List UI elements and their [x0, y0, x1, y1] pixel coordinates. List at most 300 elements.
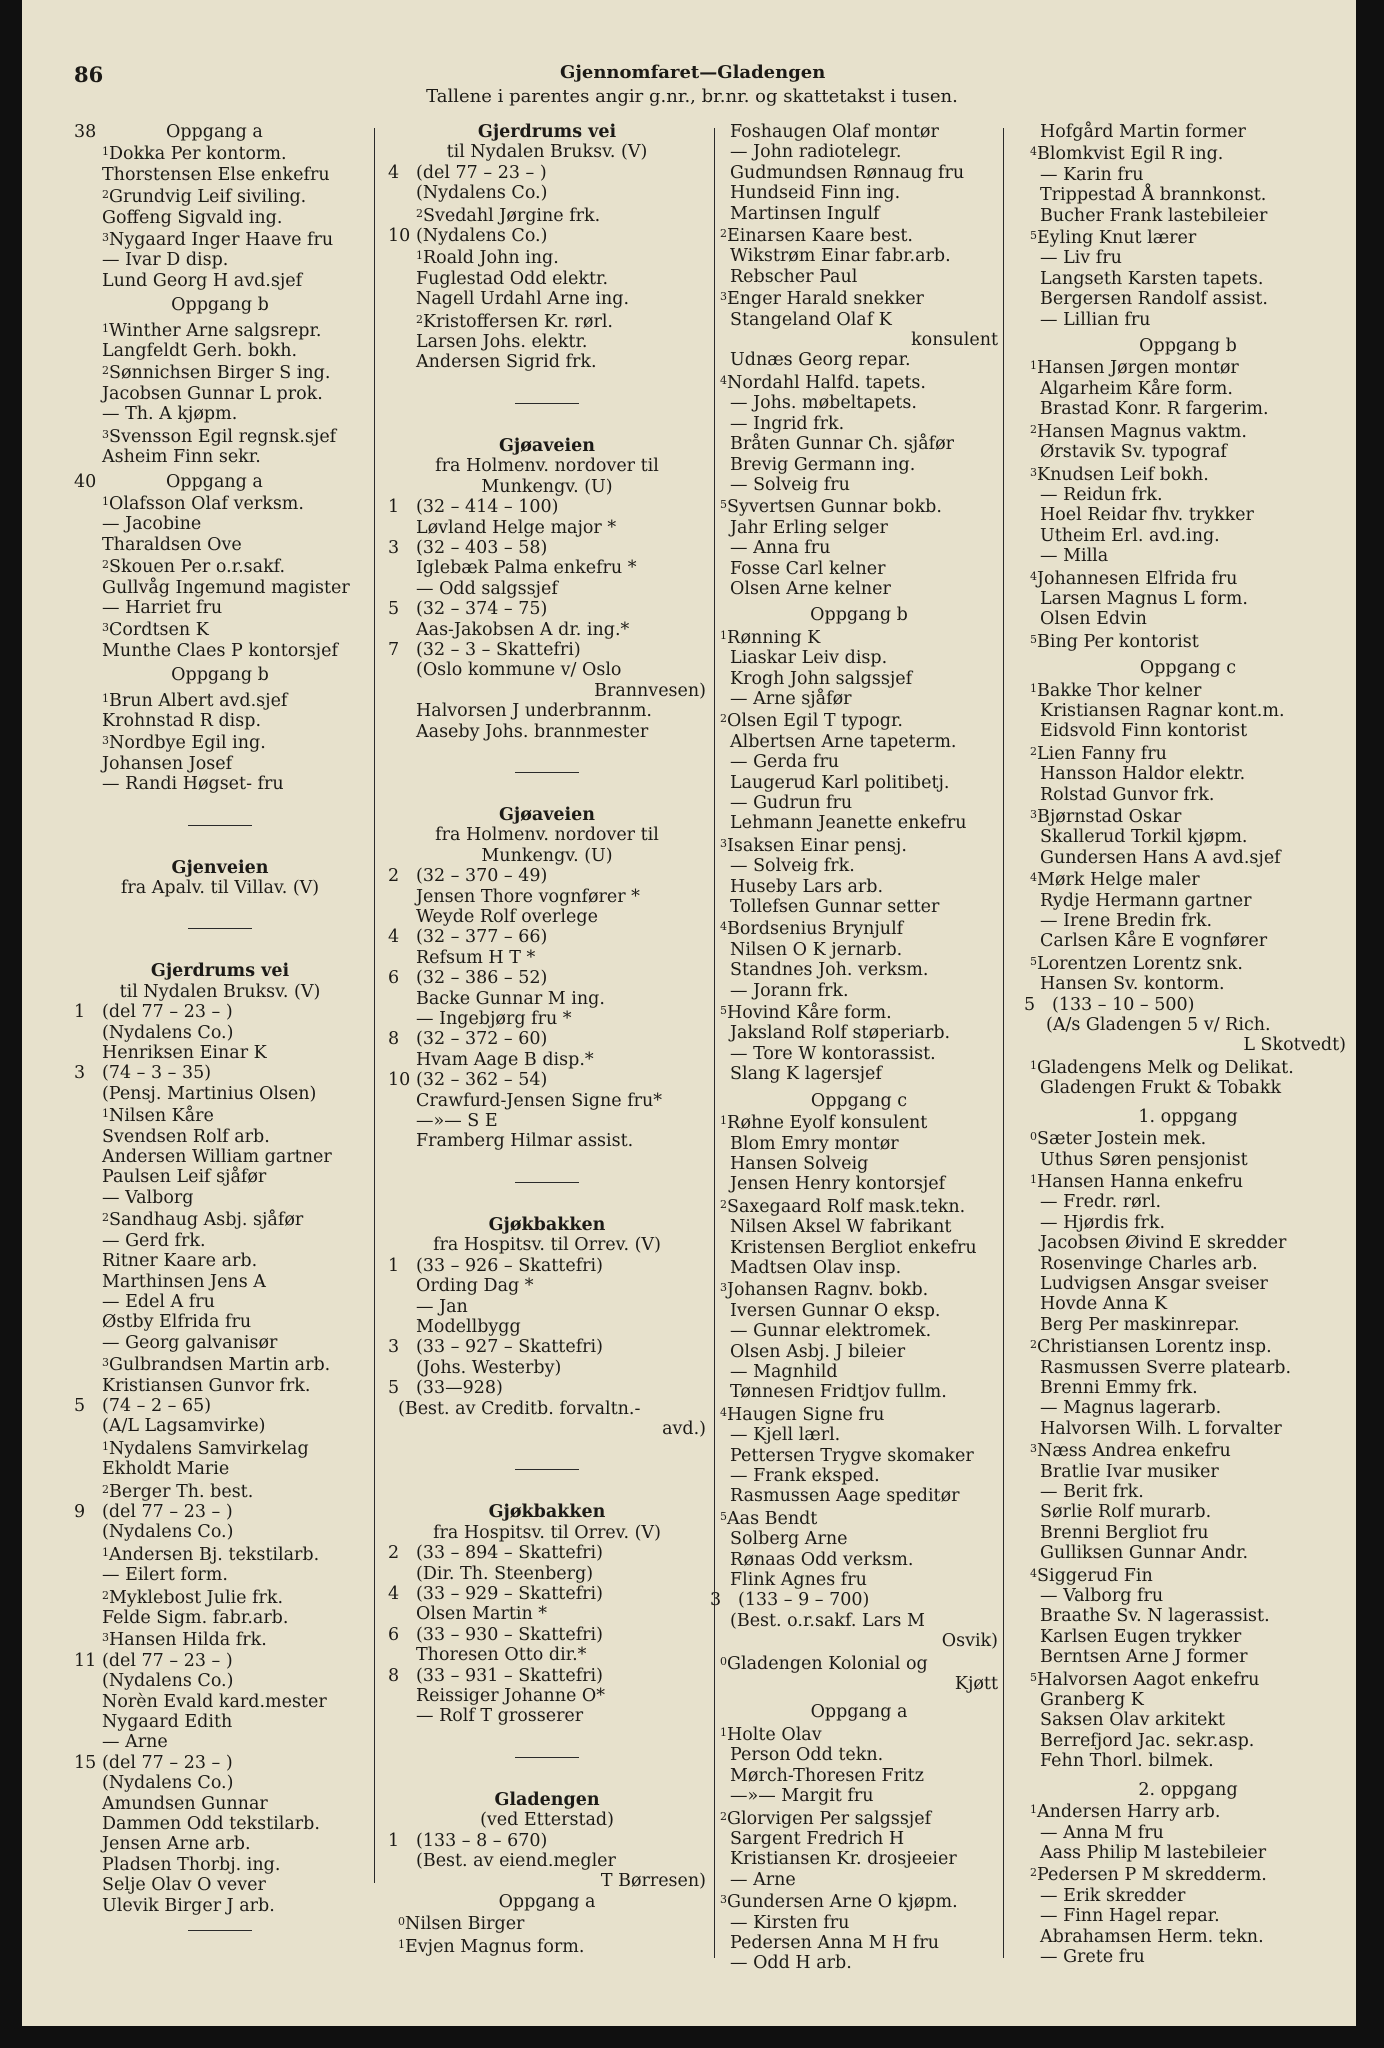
street-description: fra Holmenv. nordover til: [435, 456, 659, 477]
entry: Hofgård Martin former: [1040, 122, 1246, 142]
entry: Thorstensen Else enkefru: [102, 164, 330, 185]
entry: Algarheim Kåre form.: [1040, 378, 1233, 399]
entry: Jahr Erling selger: [730, 517, 888, 538]
entry: Lehmann Jeanette enkefru: [730, 813, 967, 834]
entry: — Jan: [416, 1296, 468, 1317]
entry: $^3$Nygaard Inger Haave fru: [102, 230, 334, 251]
entry: Halvorsen J underbrannm.: [416, 701, 652, 722]
entry: $^2$Pedersen P M skredderm.: [1030, 1865, 1267, 1886]
entry: (Best. av Creditb. forvaltn.-: [398, 1398, 641, 1419]
entry: Amundsen Gunnar: [102, 1793, 268, 1814]
street-heading: Gladengen: [494, 1789, 600, 1810]
entry: (Pensj. Martinius Olsen): [102, 1083, 317, 1104]
entry: Jacobsen Gunnar L prok.: [102, 383, 323, 404]
entry: Brevig Germann ing.: [730, 454, 916, 475]
entry: Larsen Johs. elektr.: [416, 332, 588, 353]
separator: [188, 1930, 252, 1931]
entry: $^3$Gundersen Arne O kjøpm.: [720, 1892, 958, 1913]
entry: — Ingrid frk.: [730, 413, 845, 434]
house-number: 6 (32 – 386 – 52): [388, 968, 548, 989]
entry: Iversen Gunnar O eksp.: [730, 1300, 941, 1321]
entry: — Arne: [102, 1732, 168, 1753]
entry: Kjøtt: [954, 1674, 998, 1695]
entry: — Liv fru: [1040, 248, 1122, 269]
entry: Crawfurd-Jensen Signe fru*: [416, 1090, 663, 1111]
entry: Gulliksen Gunnar Andr.: [1040, 1543, 1249, 1564]
street-heading: Gjenveien: [171, 857, 269, 878]
entry: Bratlie Ivar musiker: [1040, 1461, 1219, 1482]
entry: Ritner Kaare arb.: [102, 1251, 258, 1272]
entry: — Solveig fru: [730, 474, 850, 495]
entry: $^1$Andersen Bj. tekstilarb.: [102, 1544, 320, 1565]
entry: Bucher Frank lastebileier: [1040, 205, 1268, 226]
entry: Wikstrøm Einar fabr.arb.: [730, 246, 951, 267]
entry: Fuglestad Odd elektr.: [416, 268, 609, 289]
entry: Hansen Solveig: [730, 1153, 869, 1174]
entry: — Harriet fru: [102, 597, 223, 618]
entry: Goffeng Sigvald ing.: [102, 207, 283, 228]
entry: Flink Agnes fru: [730, 1570, 867, 1591]
entry: Sørlie Rolf murarb.: [1040, 1502, 1212, 1523]
entry: Hvam Aage B disp.*: [416, 1049, 594, 1070]
column-1: [74, 122, 366, 1931]
entry: Hundseid Finn ing.: [730, 183, 901, 204]
entry: (A/s Gladengen 5 v/ Rich.: [1046, 1015, 1271, 1036]
entry: $^1$Olafsson Olaf verksm.: [102, 493, 304, 514]
section-heading: 2. oppgang: [1138, 1779, 1238, 1800]
entry: $^1$Røhne Eyolf konsulent: [720, 1113, 928, 1134]
house-number: 5 (33—928): [388, 1378, 503, 1399]
entry: (Oslo kommune v/ Oslo: [416, 660, 622, 681]
entry: — Valborg fru: [1040, 1586, 1164, 1607]
entry: Kristiansen Gunvor frk.: [102, 1375, 311, 1396]
entry: — Lillian fru: [1040, 309, 1151, 330]
entry: — Johs. møbeltapets.: [730, 393, 917, 414]
entry: (A/L Lagsamvirke): [102, 1416, 266, 1437]
entry: $^4$Mørk Helge maler: [1030, 870, 1200, 891]
entry: — Arne: [730, 1869, 796, 1890]
entry: — Th. A kjøpm.: [102, 404, 238, 425]
house-number: 3 (33 – 927 – Skattefri): [388, 1337, 603, 1358]
entry: konsulent: [911, 330, 998, 351]
entry: — Erik skredder: [1040, 1885, 1186, 1906]
section-heading: Oppgang c: [810, 1090, 908, 1111]
house-number: 2 (33 – 894 – Skattefri): [388, 1543, 603, 1564]
entry: Sargent Fredrich H: [730, 1828, 905, 1849]
entry: Ulevik Birger J arb.: [102, 1895, 275, 1916]
entry: Andersen Sigrid frk.: [416, 352, 597, 373]
column-2: [388, 122, 706, 1957]
entry: (Nydalens Co.): [102, 1522, 234, 1543]
entry: Jensen Henry kontorsjef: [730, 1174, 946, 1195]
entry: — Kjell lærl.: [730, 1425, 841, 1446]
entry: Kristensen Bergliot enkefru: [730, 1237, 977, 1258]
entry: — Berit frk.: [1040, 1482, 1144, 1502]
entry: — Gerd frk.: [102, 1230, 206, 1251]
entry: (Nydalens Co.): [416, 183, 548, 204]
column-divider: [714, 128, 715, 1958]
entry: $^1$Roald John ing.: [416, 248, 559, 269]
entry: Reissiger Johanne O*: [416, 1686, 605, 1706]
entry: Tollefsen Gunnar setter: [730, 897, 940, 918]
house-number: 3 (32 – 403 – 58): [388, 537, 548, 558]
house-number: 4 (33 – 929 – Skattefri): [388, 1583, 603, 1604]
entry: $^3$Knudsen Leif bokh.: [1030, 464, 1209, 485]
entry: $^2$Sandhaug Asbj. sjåfør: [102, 1210, 304, 1231]
entry: — Rolf T grosserer: [416, 1706, 584, 1727]
entry: $^2$Skouen Per o.r.sakf.: [102, 557, 286, 578]
entry: — Solveig frk.: [730, 856, 855, 877]
entry: $^2$Myklebost Julie frk.: [102, 1587, 284, 1608]
entry: Ludvigsen Ansgar sveiser: [1040, 1273, 1268, 1294]
entry: $^1$Andersen Harry arb.: [1030, 1802, 1221, 1823]
entry: Fehn Thorl. bilmek.: [1040, 1751, 1214, 1772]
entry: Solberg Arne: [730, 1529, 848, 1550]
entry: 38 Oppgang a: [74, 122, 263, 142]
entry: — Randi Høgset- fru: [102, 774, 284, 795]
entry: (Best. av eiend.megler: [416, 1851, 616, 1872]
entry: $^2$Hansen Magnus vaktm.: [1030, 421, 1247, 442]
house-number: 1 (33 – 926 – Skattefri): [388, 1255, 603, 1276]
entry: — Ingebjørg fru *: [416, 1009, 572, 1030]
entry: $^3$Bjørnstad Oskar: [1030, 807, 1182, 827]
entry: $^3$Enger Harald snekker: [720, 289, 924, 310]
section-heading: 1. oppgang: [1138, 1106, 1238, 1127]
entry: Berntsen Arne J former: [1040, 1647, 1248, 1668]
entry: Martinsen Ingulf: [730, 203, 880, 224]
entry: Rønaas Odd verksm.: [730, 1549, 914, 1570]
street-description: fra Hospitsv. til Orrev. (V): [433, 1235, 661, 1256]
entry: $^1$Bakke Thor kelner: [1030, 680, 1202, 701]
house-number: 9 (del 77 – 23 – ): [74, 1501, 233, 1522]
entry: Carlsen Kåre E vognfører: [1040, 931, 1268, 952]
entry: — Jacobine: [102, 514, 202, 535]
entry: — Odd salgssjef: [416, 578, 558, 599]
entry: $^5$Syvertsen Gunnar bokb.: [720, 497, 942, 518]
entry: Ekholdt Marie: [102, 1459, 230, 1480]
entry: — Gerda fru: [730, 752, 840, 773]
entry: Berg Per maskinrepar.: [1040, 1314, 1240, 1335]
entry: $^2$Sønnichsen Birger S ing.: [102, 363, 331, 384]
entry: $^2$Saxegaard Rolf mask.tekn.: [720, 1196, 966, 1217]
entry: $^3$Johansen Ragnv. bokb.: [720, 1280, 929, 1301]
entry: Braathe Sv. N lagerassist.: [1040, 1606, 1270, 1627]
house-number: 5 (133 – 10 – 500): [1024, 994, 1195, 1015]
entry: Abrahamsen Herm. tekn.: [1040, 1926, 1264, 1947]
entry: $^2$Einarsen Kaare best.: [720, 226, 913, 247]
entry: Nilsen O K jernarb.: [730, 939, 903, 960]
page-subtitle: Tallene i parentes angir g.nr., br.nr. og skattetakst i tusen.: [426, 86, 958, 107]
house-number: 5 (74 – 2 – 65): [74, 1395, 212, 1416]
entry: Løvland Helge major *: [416, 517, 617, 538]
entry: Kristiansen Kr. drosjeeier: [730, 1849, 957, 1870]
entry: Munthe Claes P kontorsjef: [102, 640, 338, 661]
street-description: (ved Etterstad): [480, 1810, 614, 1831]
entry: Ørstavik Sv. typograf: [1040, 442, 1227, 463]
entry: Rasmussen Aage speditør: [730, 1486, 960, 1507]
street-description: fra Hospitsv. til Orrev. (V): [433, 1522, 661, 1543]
entry: $^1$Holte Olav: [720, 1724, 822, 1745]
entry: Thoresen Otto dir.*: [416, 1645, 587, 1666]
entry: Larsen Magnus L form.: [1040, 588, 1248, 609]
house-number: 4 (del 77 – 23 – ): [388, 162, 547, 183]
street-description: fra Holmenv. nordover til: [435, 825, 659, 846]
entry: $^1$Rønning K: [720, 627, 821, 648]
entry: Gudmundsen Rønnaug fru: [730, 162, 965, 183]
house-number: 5 (32 – 374 – 75): [388, 599, 548, 620]
entry: Tønnesen Fridtjov fullm.: [730, 1382, 947, 1403]
entry: Paulsen Leif sjåfør: [102, 1167, 267, 1188]
entry: (Johs. Westerby): [416, 1357, 562, 1378]
house-number: 8 (32 – 372 – 60): [388, 1029, 548, 1050]
entry: Olsen Arne kelner: [730, 578, 891, 599]
entry: $^4$Siggerud Fin: [1030, 1565, 1153, 1586]
entry: Liaskar Leiv disp.: [730, 648, 888, 669]
entry: Osvik): [941, 1631, 998, 1652]
entry: $^1$Hansen Hanna enkefru: [1030, 1171, 1244, 1192]
entry: Udnæs Georg repar.: [730, 350, 911, 371]
page-title: Gjennomfaret—Gladengen: [560, 62, 826, 83]
street-heading: Gjøaveien: [498, 804, 596, 825]
entry: Krogh John salgssjef: [730, 668, 913, 689]
entry: $^3$Gulbrandsen Martin arb.: [102, 1355, 331, 1376]
entry: Brenni Bergliot fru: [1040, 1522, 1209, 1543]
entry: Nilsen Aksel W fabrikant: [730, 1217, 952, 1238]
street-heading: Gjøkbakken: [488, 1502, 606, 1523]
entry: Weyde Rolf overlege: [416, 907, 598, 927]
entry: Stangeland Olaf K: [730, 309, 892, 330]
separator: [188, 928, 252, 929]
entry: Slang K lagersjef: [730, 1064, 882, 1085]
entry: (Nydalens Co.): [102, 1022, 234, 1043]
entry: Brannvesen): [594, 680, 706, 701]
entry: Bråten Gunnar Ch. sjåfør: [730, 434, 955, 455]
entry: $^0$Sæter Jostein mek.: [1030, 1129, 1207, 1150]
house-number: 11 (del 77 – 23 – ): [74, 1650, 233, 1671]
entry: — Tore W kontorassist.: [730, 1043, 936, 1064]
entry: Skallerud Torkil kjøpm.: [1040, 827, 1248, 848]
entry: Halvorsen Wilh. L forvalter: [1040, 1418, 1282, 1439]
section-heading: Oppgang b: [1139, 336, 1237, 357]
entry: Ording Dag *: [416, 1276, 534, 1297]
section-heading: Oppgang c: [1139, 658, 1237, 679]
entry: Trippestad Å brannkonst.: [1040, 185, 1267, 206]
entry: Rolstad Gunvor frk.: [1040, 784, 1215, 805]
entry: — Ivar D disp.: [102, 250, 229, 271]
entry: — Odd H arb.: [730, 1953, 852, 1974]
entry: — Valborg: [102, 1187, 194, 1208]
house-number: 3 (74 – 3 – 35): [74, 1063, 212, 1084]
entry: Olsen Martin *: [416, 1604, 548, 1625]
entry: — Eilert form.: [102, 1565, 228, 1586]
entry: — Gudrun fru: [730, 793, 853, 813]
column-divider: [374, 128, 375, 1883]
street-description: fra Apalv. til Villav. (V): [120, 878, 320, 898]
entry: $^0$Nilsen Birger: [398, 1914, 525, 1935]
entry: $^1$Brun Albert avd.sjef: [102, 690, 288, 711]
entry: — Georg galvanisør: [102, 1332, 278, 1353]
house-number: 8 (33 – 931 – Skattefri): [388, 1665, 603, 1686]
entry: Marthinsen Jens A: [102, 1271, 266, 1292]
entry: Rydje Hermann gartner: [1040, 890, 1252, 911]
entry: Laugerud Karl politibetj.: [730, 772, 950, 793]
entry: Asheim Finn sekr.: [102, 447, 261, 468]
entry: 40 Oppgang a: [74, 471, 263, 492]
entry: Gladengen Frukt & Tobakk: [1040, 1078, 1282, 1099]
entry: Bergersen Randolf assist.: [1040, 289, 1268, 310]
separator: [515, 1182, 579, 1183]
street-heading: Gjøaveien: [498, 435, 596, 456]
entry: — Reidun frk.: [1040, 484, 1163, 505]
entry: — Arne sjåfør: [730, 688, 852, 709]
entry: Olsen Asbj. J bileier: [730, 1341, 906, 1362]
entry: — Edel A fru: [102, 1291, 215, 1312]
entry: (Best. o.r.sakf. Lars M: [730, 1610, 925, 1631]
entry: (Nydalens Co.): [102, 1671, 234, 1692]
entry: — John radiotelegr.: [730, 142, 902, 163]
entry: $^2$Berger Th. best.: [102, 1481, 254, 1502]
entry: Person Odd tekn.: [730, 1745, 884, 1766]
entry: Jensen Thore vognfører *: [416, 886, 640, 907]
entry: $^5$Lorentzen Lorentz snk.: [1030, 953, 1243, 974]
entry: Aas-Jakobsen A dr. ing.*: [416, 619, 630, 640]
entry: Krohnstad R disp.: [102, 710, 262, 731]
house-number: 3 (133 – 9 – 700): [710, 1590, 870, 1611]
entry: Jacobsen Øivind E skredder: [1040, 1233, 1287, 1254]
entry: $^4$Haugen Signe fru: [720, 1404, 885, 1425]
entry: Brastad Konr. R fargerim.: [1040, 399, 1269, 420]
entry: Refsum H T *: [416, 947, 536, 968]
section-heading: Oppgang b: [171, 665, 269, 686]
entry: $^0$Gladengen Kolonial og: [720, 1653, 928, 1674]
entry: —»— S E: [416, 1111, 498, 1132]
entry: Johansen Josef: [102, 753, 233, 774]
house-number: 1 (32 – 414 – 100): [388, 497, 559, 518]
entry: $^5$Hovind Kåre form.: [720, 1003, 892, 1024]
house-number: 4 (32 – 377 – 66): [388, 927, 548, 948]
entry: $^3$Isaksen Einar pensj.: [720, 835, 907, 856]
entry: $^3$Hansen Hilda frk.: [102, 1630, 267, 1651]
entry: L Skotvedt): [1243, 1035, 1346, 1056]
entry: Rasmussen Sverre platearb.: [1040, 1357, 1292, 1378]
entry: Iglebæk Palma enkefru *: [416, 558, 637, 579]
column-4: [1024, 122, 1346, 1967]
street-heading: Gjerdrums vei: [150, 961, 290, 982]
entry: Olsen Edvin: [1040, 609, 1147, 630]
entry: Svendsen Rolf arb.: [102, 1126, 270, 1147]
street-description: Munkengv. (U): [481, 476, 613, 497]
column-3: [710, 122, 998, 1974]
entry: $^4$Nordahl Halfd. tapets.: [720, 372, 926, 393]
street-description: til Nydalen Bruksv. (V): [119, 981, 321, 1002]
entry: — Kirsten fru: [730, 1912, 850, 1933]
entry: — Fredr. rørl.: [1040, 1192, 1162, 1213]
entry: $^1$Gladengens Melk og Delikat.: [1030, 1057, 1294, 1078]
separator: [188, 825, 252, 826]
entry: — Anna fru: [730, 538, 831, 559]
entry: Jensen Arne arb.: [102, 1834, 251, 1855]
section-heading: Oppgang b: [171, 295, 269, 316]
section-heading: Oppgang a: [498, 1891, 596, 1912]
entry: — Magnus lagerarb.: [1040, 1398, 1222, 1419]
entry: $^3$Cordtsen K: [102, 620, 209, 641]
entry: — Karin fru: [1040, 164, 1144, 185]
entry: $^1$Winther Arne salgsrepr.: [102, 320, 322, 341]
entry: Saksen Olav arkitekt: [1040, 1710, 1226, 1731]
entry: Berrefjord Jac. sekr.asp.: [1040, 1730, 1255, 1751]
entry: Huseby Lars arb.: [730, 876, 884, 897]
street-description: til Nydalen Bruksv. (V): [446, 142, 648, 163]
house-number: 15 (del 77 – 23 – ): [74, 1752, 233, 1773]
entry: Modellbygg: [416, 1316, 521, 1337]
entry: Karlsen Eugen trykker: [1040, 1626, 1242, 1647]
entry: $^5$Aas Bendt: [720, 1508, 818, 1529]
entry: — Anna M fru: [1040, 1822, 1164, 1843]
entry: Gullvåg Ingemund magister: [102, 577, 350, 598]
entry: Rosenvinge Charles arb.: [1040, 1253, 1258, 1274]
entry: $^4$Blomkvist Egil R ing.: [1030, 144, 1224, 165]
street-heading: Gjerdrums vei: [477, 122, 617, 142]
entry: $^2$Kristoffersen Kr. rørl.: [416, 311, 613, 332]
entry: Foshaugen Olaf montør: [730, 122, 939, 142]
entry: Eidsvold Finn kontorist: [1040, 721, 1248, 742]
entry: Langfeldt Gerh. bokh.: [102, 341, 298, 362]
entry: $^1$Evjen Magnus form.: [398, 1936, 585, 1957]
entry: $^3$Svensson Egil regnsk.sjef: [102, 426, 337, 447]
entry: Dammen Odd tekstilarb.: [102, 1814, 320, 1835]
entry: Østby Elfrida fru: [102, 1312, 252, 1333]
entry: — Hjørdis frk.: [1040, 1212, 1166, 1233]
entry: Framberg Hilmar assist.: [416, 1131, 634, 1152]
separator: [515, 1469, 579, 1470]
house-number: 10 (32 – 362 – 54): [388, 1070, 548, 1091]
entry: Hovde Anna K: [1040, 1294, 1168, 1315]
entry: (Dir. Th. Steenberg): [416, 1563, 594, 1584]
entry: Gundersen Hans A avd.sjef: [1040, 847, 1281, 868]
separator: [515, 1757, 579, 1758]
entry: Rebscher Paul: [730, 266, 858, 287]
entry: $^5$Eyling Knut lærer: [1030, 228, 1197, 249]
house-number: 7 (32 – 3 – Skattefri): [388, 639, 581, 660]
entry: — Gunnar elektromek.: [730, 1321, 932, 1342]
entry: Nagell Urdahl Arne ing.: [416, 289, 630, 310]
entry: avd.): [662, 1418, 706, 1439]
entry: Hansen Sv. kontorm.: [1040, 974, 1225, 995]
entry: (Nydalens Co.): [102, 1773, 234, 1794]
entry: Selje Olav O vever: [102, 1875, 266, 1896]
entry: $^1$Hansen Jørgen montør: [1030, 358, 1239, 379]
entry: Brenni Emmy frk.: [1040, 1377, 1198, 1398]
entry: Pettersen Trygve skomaker: [730, 1445, 974, 1466]
entry: $^2$Lien Fanny fru: [1030, 743, 1167, 764]
entry: $^2$Svedahl Jørgine frk.: [416, 205, 601, 226]
entry: — Jorann frk.: [730, 980, 849, 1001]
page-number: 86: [74, 62, 104, 87]
entry: $^1$Dokka Per kontorm.: [102, 144, 287, 165]
entry: $^1$Nilsen Kåre: [102, 1106, 214, 1127]
entry: $^5$Halvorsen Aagot enkefru: [1030, 1669, 1260, 1690]
house-number: 1 (133 – 8 – 670): [388, 1830, 548, 1851]
street-description: Munkengv. (U): [481, 845, 613, 866]
entry: $^3$Næss Andrea enkefru: [1030, 1441, 1231, 1462]
street-heading: Gjøkbakken: [488, 1214, 606, 1235]
entry: Jaksland Rolf støperiarb.: [730, 1023, 951, 1044]
entry: Norèn Evald kard.mester: [102, 1691, 327, 1712]
entry: Hoel Reidar fhv. trykker: [1040, 505, 1254, 526]
entry: — Finn Hagel repar.: [1040, 1906, 1220, 1927]
entry: — Magnhild: [730, 1361, 838, 1382]
entry: Tharaldsen Ove: [102, 534, 242, 555]
